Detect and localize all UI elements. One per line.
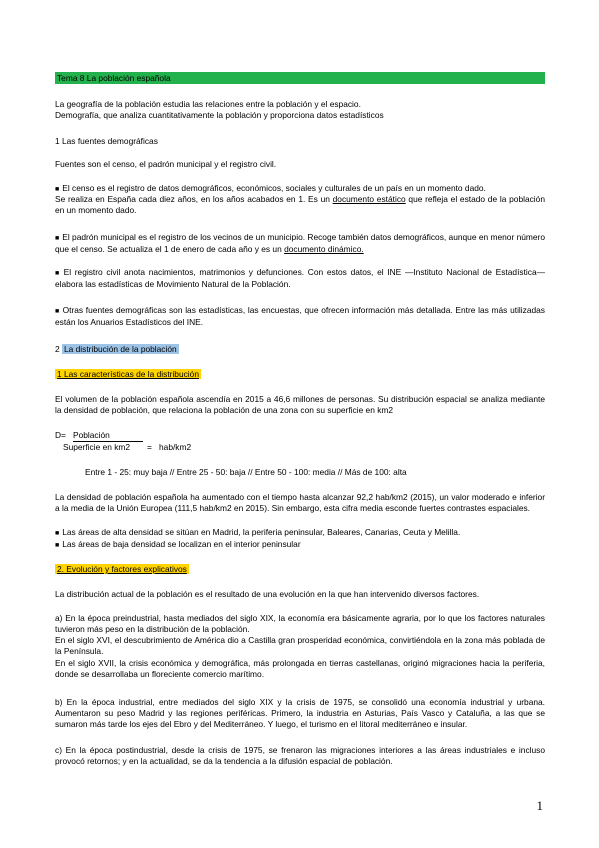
page-title: Tema 8 La población española xyxy=(57,73,171,83)
bullet-icon: ■ xyxy=(55,186,60,193)
subsection-2-heading xyxy=(55,564,545,575)
siglo-xvi-paragraph: En el siglo XVI, el descubrimiento de América dio a Castilla gran prosperidad económica, convirtiéndola en la zona más poblada de la Península. xyxy=(55,635,545,656)
intro-line-2: Demografía, que analiza cuantitativamente la población y proporciona datos estadísticos xyxy=(55,110,384,120)
formula-numerator: Población xyxy=(73,430,143,442)
censo-pre: Se realiza en España cada diez años, en los años acabados en 1. Es un xyxy=(55,194,333,204)
registro-paragraph xyxy=(55,267,545,290)
densidad-paragraph: La densidad de población española ha aumentado con el tiempo hasta alcanzar 92,2 hab/km2 (2015), un valor moderado e inferior a la media de la Unión Europea (111,5 hab/km2 en 2015). Sin embargo, esta cifra media esconde fuertes contrastes espaciales. xyxy=(55,492,545,513)
volumen-paragraph: El volumen de la población española ascendía en 2015 a 46,6 millones de personas. Su distribución espacial se analiza mediante la densidad de población, que relaciona la población de una zona con su superficie en km2 xyxy=(55,394,545,415)
subsection-1-title: 1 Las características de la distribución xyxy=(57,369,199,379)
section-2-title: La distribución de la población xyxy=(64,344,177,354)
alta-densidad-item xyxy=(55,527,545,539)
evolucion-paragraph: La distribución actual de la población es el resultado de una evolución en la que han intervenido diversos factores. xyxy=(55,589,480,599)
baja-text: Las áreas de baja densidad se localizan en el interior peninsular xyxy=(62,539,301,549)
bullet-icon: ■ xyxy=(55,270,61,277)
documento-dinamico: documento dinámico. xyxy=(284,244,364,254)
documento-estatico: documento estático xyxy=(332,194,406,204)
formula-denominator: Superficie en km2 xyxy=(63,442,131,452)
censo-paragraph xyxy=(55,194,545,216)
bullet-icon: ■ xyxy=(55,308,60,315)
page-number: 1 xyxy=(536,798,543,813)
padron-paragraph xyxy=(55,232,545,255)
censo-post: que refleja el estado de la población en un momento dado. xyxy=(55,194,545,215)
registro-text: El registro civil anota nacimientos, matrimonios y defunciones. Con estos datos, el INE —Instituto Nacional de Estadística— elabora las estadísticas de Movimiento Natural de la Población. xyxy=(55,267,545,289)
bullet-icon: ■ xyxy=(55,530,60,537)
otras-text: Otras fuentes demográficas son las estadísticas, las encuestas, que ofrecen información más detallada. Entre las más utilizadas están los Anuarios Estadísticos del INE. xyxy=(55,305,545,327)
postindustrial-paragraph: c) En la época postindustrial, desde la crisis de 1975, se frenaron las migraciones interiores a las áreas industriales e incluso provocó retornos; y en la actualidad, se da la tendencia a la difusión espacial de población. xyxy=(55,745,545,766)
formula-equals: = xyxy=(147,442,152,452)
section-2-number: 2 xyxy=(55,344,60,354)
sources-lead: Fuentes son el censo, el padrón municipal y el registro civil. xyxy=(55,159,277,169)
alta-text: Las áreas de alta densidad se sitúan en Madrid, la periferia peninsular, Baleares, Canarias, Ceuta y Melilla. xyxy=(62,527,461,537)
bullet-icon: ■ xyxy=(55,542,60,549)
subsection-2-title: 2. Evolución y factores explicativos xyxy=(57,564,187,574)
formula-unit: hab/km2 xyxy=(159,442,192,452)
section-2-heading xyxy=(55,344,545,355)
intro-line-1: La geografía de la población estudia las relaciones entre la población y el espacio. xyxy=(55,99,361,109)
censo-text: El censo es el registro de datos demográficos, económicos, sociales y culturales de un país en un momento dado. xyxy=(62,183,486,193)
subsection-1-heading xyxy=(55,369,545,380)
title-bar xyxy=(55,72,545,84)
siglo-xvii-paragraph: En el siglo XVII, la crisis económica y demográfica, más prolongada en tierras castellanas, originó migraciones hacia la periferia, donde se desarrollaba un floreciente comercio marítimo. xyxy=(55,658,545,679)
baja-densidad-item xyxy=(55,539,545,551)
formula-lhs: D= xyxy=(55,430,66,440)
otras-fuentes-paragraph xyxy=(55,305,545,328)
preindustrial-paragraph: a) En la época preindustrial, hasta mediados del siglo XIX, la economía era básicamente agraria, por lo que los factores naturales tuvieron más peso en la distribución de la población. xyxy=(55,613,545,634)
bullet-icon: ■ xyxy=(55,235,60,242)
industrial-paragraph: b) En la época industrial, entre mediados del siglo XIX y la crisis de 1975, se consolidó una economía industrial y urbana. Aumentaron su peso Madrid y las regiones periféricas. Primero, la industria en Asturias, País Vasco y Cataluña, a las que se sumaron más tarde los ejes del Ebro y del Mediterráneo. Y luego, el turismo en el litoral mediterráneo e insular. xyxy=(55,697,545,729)
section-1-heading: 1 Las fuentes demográficas xyxy=(55,136,158,146)
density-ranges: Entre 1 - 25: muy baja // Entre 25 - 50: baja // Entre 50 - 100: media // Más de 100: alta xyxy=(85,467,407,477)
density-formula xyxy=(55,430,545,456)
padron-text: El padrón municipal es el registro de los vecinos de un municipio. Recoge también datos demográficos, aunque en menor número que el censo. Se actualiza el 1 de enero de cada año y es un xyxy=(55,232,545,254)
